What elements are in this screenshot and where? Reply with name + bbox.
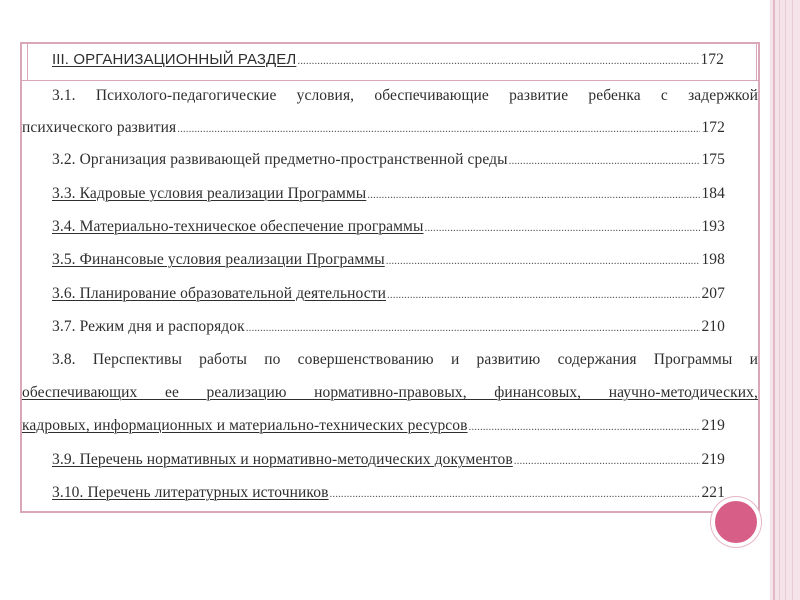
dot-leader [387,286,700,304]
dot-leader [424,219,700,237]
toc-entry-text: 3.6. Планирование образовательной деятельности [52,285,387,302]
toc-section-heading[interactable] [52,51,724,70]
toc-entry-3-1-line-1[interactable] [52,87,758,105]
page-number: 184 [701,185,725,202]
dot-leader [330,485,701,503]
toc-entry-text: 3.7. Режим дня и распорядок [52,318,245,335]
page-number: 193 [701,218,725,235]
toc-entry-text: 3.3. Кадровые условия реализации Программы [52,185,367,202]
decorative-stripe-line [792,0,793,600]
toc-entry-text: психического развития [22,119,177,136]
dot-leader [177,120,700,138]
decorative-stripe-line [779,0,780,600]
page-number: 172 [701,119,725,136]
toc-entry-3-10[interactable] [52,484,725,503]
toc-entry-3-8-line-3[interactable] [22,417,725,436]
dot-leader [469,418,701,436]
toc-entry-text: 3.2. Организация развивающей предметно-пространственной среды [52,151,508,168]
decorative-stripe-line [773,0,775,600]
page-number: 221 [701,484,725,501]
toc-entry-3-7[interactable] [52,318,725,337]
toc-entry-3-5[interactable] [52,251,725,270]
page-number: 198 [701,251,725,268]
page-number: 207 [701,285,725,302]
toc-entry-3-8-line-2[interactable] [22,384,758,402]
toc-entry-text: 3.4. Материально-техническое обеспечение программы [52,218,424,235]
toc-entry-3-1-line-2[interactable] [22,119,725,138]
page-number: 210 [701,318,725,335]
page-number: 219 [701,417,725,434]
decorative-circle [711,497,761,547]
table-row-divider [22,80,758,81]
page-number: 175 [701,151,725,168]
table-of-contents [20,42,760,513]
page-number: 172 [700,51,724,68]
dot-leader [297,52,699,70]
decorative-stripe-line [785,0,786,600]
toc-entry-text: 3.10. Перечень литературных источников [52,484,329,501]
toc-entry-3-2[interactable] [52,151,725,170]
dot-leader [509,152,701,170]
toc-entry-3-6[interactable] [52,285,725,304]
dot-leader [367,186,700,204]
section-title: III. ОРГАНИЗАЦИОННЫЙ РАЗДЕЛ [52,51,297,68]
toc-entry-text: 3.5. Финансовые условия реализации Программы [52,251,385,268]
table-col-divider [27,44,28,80]
dot-leader [386,252,701,270]
table-col-divider [756,44,757,80]
dot-leader [514,452,701,470]
toc-entry-3-3[interactable] [52,185,725,204]
toc-entry-3-4[interactable] [52,218,725,237]
toc-entry-text: кадровых, информационных и материально-технических ресурсов [22,417,468,434]
toc-entry-3-8-line-1[interactable] [52,351,758,369]
toc-entry-text: 3.1. Психолого-педагогические условия, обеспечивающие развитие ребенка с задержкой [52,87,758,104]
dot-leader [246,319,701,337]
toc-entry-text: 3.9. Перечень нормативных и нормативно-методических документов [52,451,513,468]
page-number: 219 [701,451,725,468]
toc-entry-3-9[interactable] [52,451,725,470]
toc-entry-text: обеспечивающих ее реализацию нормативно-правовых, финансовых, научно-методических, [22,384,758,401]
toc-entry-text: 3.8. Перспективы работы по совершенствованию и развитию содержания Программы и [52,351,758,368]
